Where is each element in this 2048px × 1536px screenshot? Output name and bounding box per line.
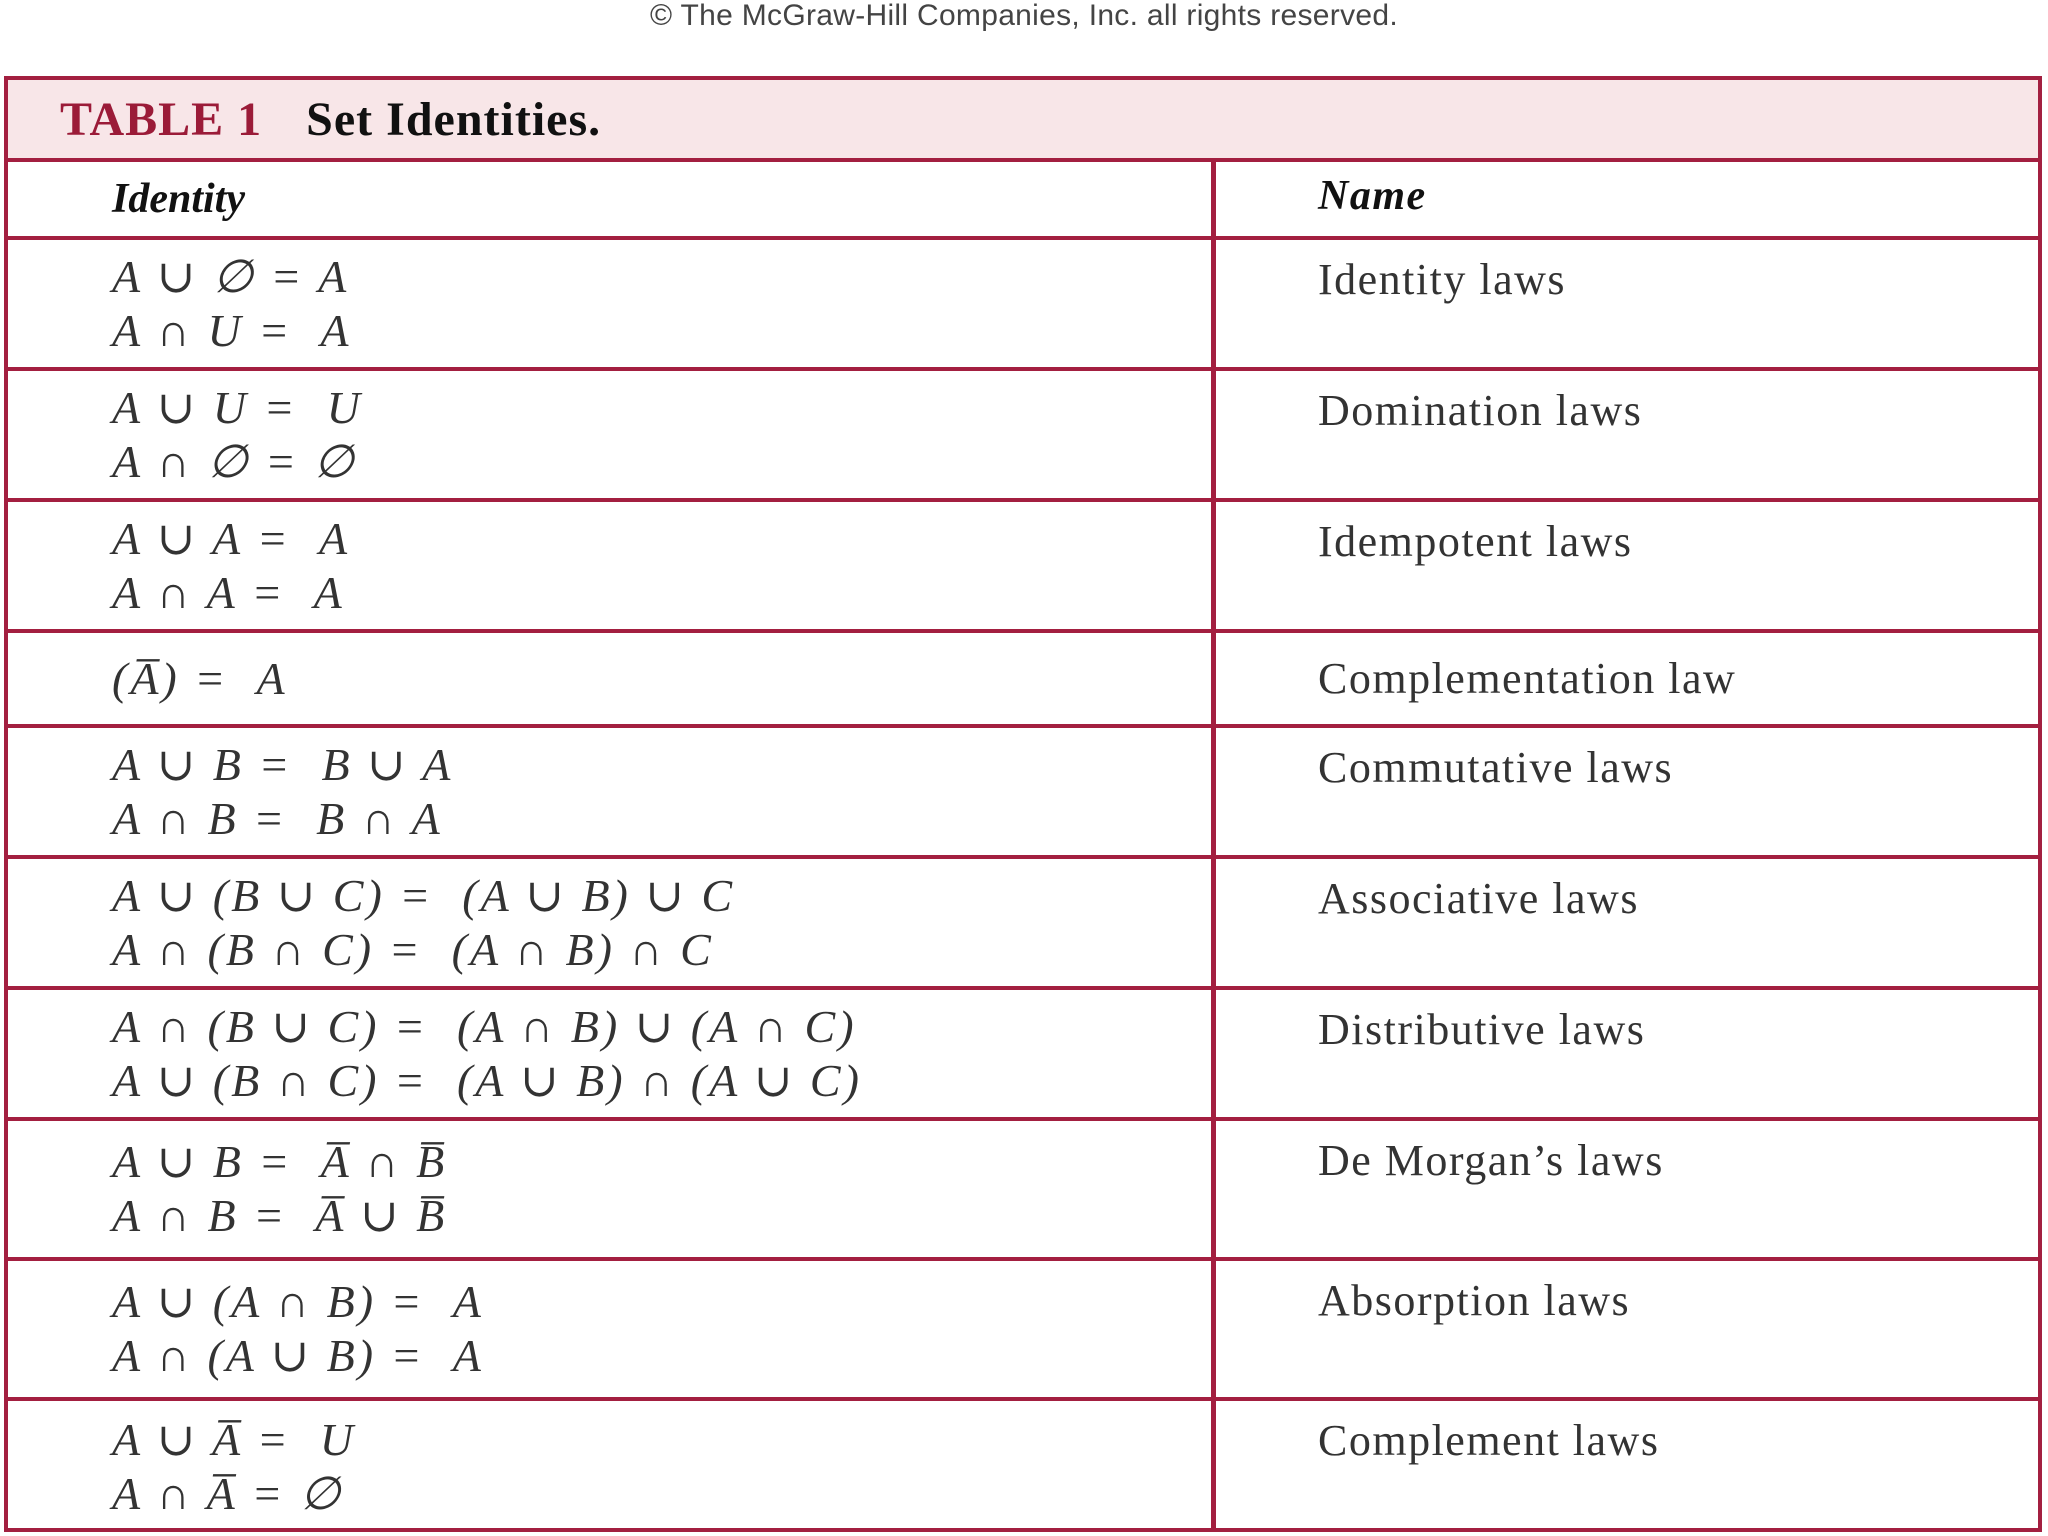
- set-identities-table: [4, 76, 2042, 1532]
- law-name: Associative laws: [1318, 874, 1639, 923]
- identity-line: A ∩ ∅ = ∅: [112, 435, 357, 487]
- identity-line: A ∪ (B ∩ C) = (A ∪ B) ∩ (A ∪ C): [112, 1054, 862, 1106]
- identity-line: A ∪ A̅ = U: [112, 1413, 357, 1465]
- table-row: [8, 990, 2038, 1121]
- identity-line: A ∪ B = A̅ ∩ B̅: [112, 1136, 448, 1187]
- identity-cell: [8, 502, 1216, 629]
- law-name: Complement laws: [1318, 1416, 1660, 1465]
- table-header-row: [8, 162, 2038, 240]
- table-row: [8, 240, 2038, 371]
- law-name: Complementation law: [1318, 654, 1737, 703]
- table-row: [8, 728, 2038, 859]
- table-caption: [8, 80, 2038, 162]
- table-row: [8, 371, 2038, 502]
- identity-line: A ∪ ∅ = A: [112, 250, 350, 302]
- law-name: Commutative laws: [1318, 743, 1674, 792]
- table-row: [8, 859, 2038, 990]
- law-name: Domination laws: [1318, 386, 1643, 435]
- identity-cell: [8, 1401, 1216, 1532]
- identity-line: A ∩ (A ∪ B) = A: [112, 1330, 484, 1381]
- identity-line: A ∪ (A ∩ B) = A: [112, 1276, 484, 1327]
- table-row: [8, 1121, 2038, 1261]
- law-name: Idempotent laws: [1318, 517, 1633, 566]
- name-column-header: Name: [1318, 173, 1427, 219]
- identity-line: A ∪ A = A: [112, 512, 351, 564]
- law-name: De Morgan’s laws: [1318, 1136, 1664, 1185]
- identity-line: A ∪ (B ∪ C) = (A ∪ B) ∪ C: [112, 869, 736, 921]
- identity-cell: [8, 240, 1216, 367]
- law-name: Distributive laws: [1318, 1005, 1646, 1054]
- identity-line: A ∪ U = U: [112, 381, 363, 433]
- identity-cell: [8, 633, 1216, 724]
- identity-line: A ∩ A̅ = ∅: [112, 1467, 344, 1519]
- identity-line: A ∩ B = A̅ ∪ B̅: [112, 1190, 448, 1241]
- identity-cell: [8, 1261, 1216, 1397]
- law-name: Identity laws: [1318, 255, 1567, 304]
- identity-line: A ∩ U = A: [112, 304, 352, 356]
- identity-cell: [8, 371, 1216, 498]
- table-row: [8, 633, 2038, 728]
- identity-cell: [8, 859, 1216, 986]
- identity-column-header: Identity: [8, 162, 1216, 236]
- copyright-notice: © The McGraw-Hill Companies, Inc. all rights reserved.: [650, 0, 1398, 32]
- identity-line: A ∩ (B ∩ C) = (A ∩ B) ∩ C: [112, 923, 714, 975]
- identity-line: (A̅) = A: [112, 652, 288, 704]
- table-label: TABLE 1: [60, 92, 263, 146]
- identity-cell: [8, 1121, 1216, 1257]
- table-row: [8, 1401, 2038, 1532]
- table-title: Set Identities.: [306, 92, 602, 146]
- identity-line: A ∩ B = B ∩ A: [112, 792, 443, 844]
- table-row: [8, 1261, 2038, 1401]
- identity-line: A ∩ A = A: [112, 566, 345, 618]
- identity-cell: [8, 990, 1216, 1117]
- identity-line: A ∩ (B ∪ C) = (A ∩ B) ∪ (A ∩ C): [112, 1000, 857, 1052]
- law-name: Absorption laws: [1318, 1276, 1631, 1325]
- table-row: [8, 502, 2038, 633]
- identity-cell: [8, 728, 1216, 855]
- identity-line: A ∪ B = B ∪ A: [112, 738, 454, 790]
